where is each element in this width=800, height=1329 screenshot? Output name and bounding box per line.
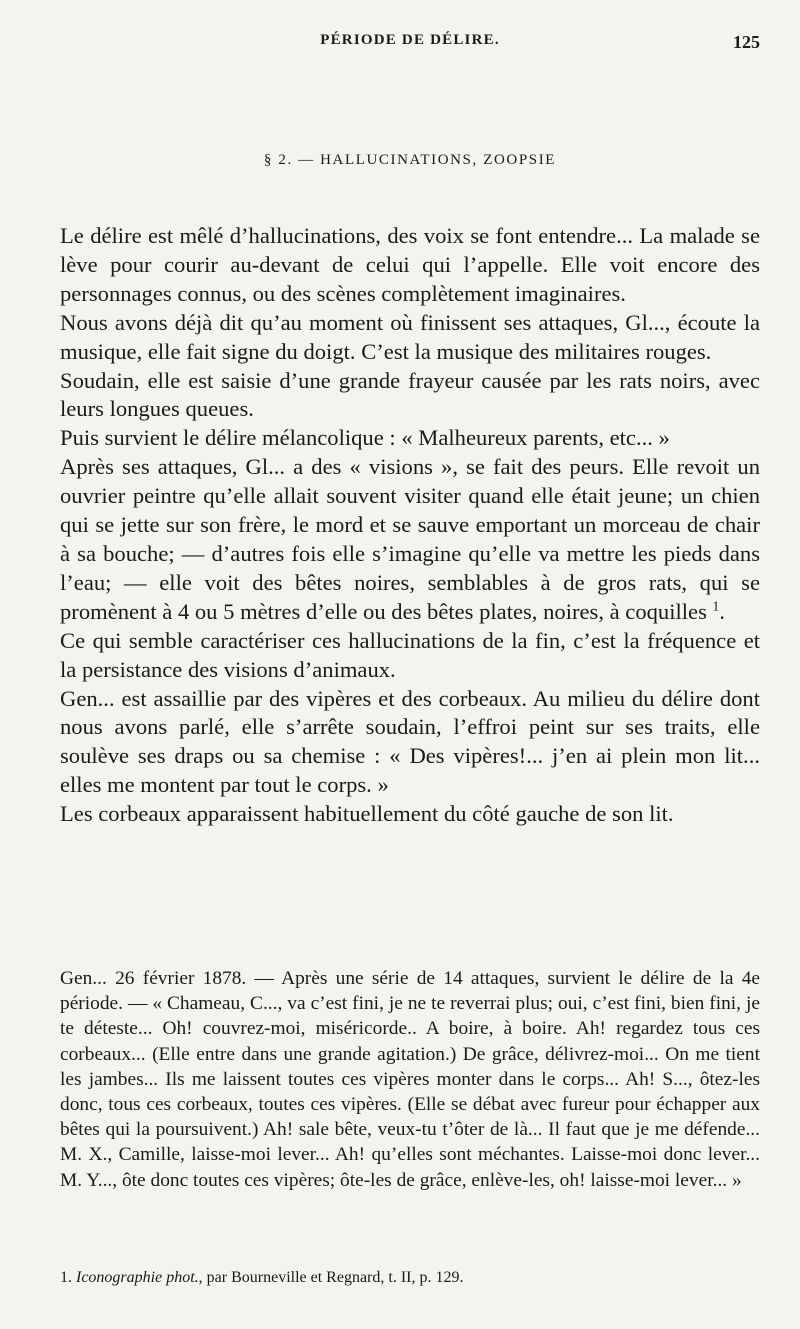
- footnote-work-title: Iconographie phot.: [76, 1269, 199, 1286]
- paragraph-end: .: [719, 598, 725, 624]
- footnote-reference: , par Bourneville et Regnard, t. II, p. 129.: [198, 1269, 464, 1286]
- footnote: [60, 1267, 760, 1289]
- quote-paragraph: Gen... 26 février 1878. — Après une série de 14 attaques, survient le délire de la 4e période. — « Chameau, C..., va c’est fini, je ne te reverrai plus; oui, c’est fini, bien fini, je te déteste... Oh! couvrez-moi, miséricorde.. A boire, à boire. Ah! regardez tous ces corbeaux... (Elle entre dans une grande agitation.) De grâce, délivrez-moi... On me tient les jambes... Ils me laissent toutes ces vipères monter dans le corps... Ah! S..., ôtez-les donc, tous ces corbeaux, toutes ces vipères. (Elle se débat avec fureur pour échapper aux bêtes qui la poursuivent.) Ah! sale bête, veux-tu t’ôter de là... Il faut que je me défende... M. X., Camille, laisse-moi lever... Ah! qu’elles sont méchantes. Laisse-moi donc lever... M. Y..., ôte donc toutes ces vipères; ôte-les de grâce, enlève-les, oh! laisse-moi lever... »: [60, 968, 760, 1191]
- paragraph: Le délire est mêlé d’hallucinations, des voix se font entendre... La malade se lève pour courir au-devant de celui qui l’appelle. Elle voit encore des personnages connus, ou des scènes complètement imaginaires.: [60, 223, 760, 306]
- running-title: PÉRIODE DE DÉLIRE.: [320, 32, 500, 48]
- paragraph: Puis survient le délire mélancolique : « Malheureux parents, etc... »: [60, 425, 670, 451]
- section-heading: § 2. — HALLUCINATIONS, ZOOPSIE: [263, 152, 557, 168]
- case-quote: [60, 966, 760, 1193]
- footnote-marker: 1: [712, 598, 720, 614]
- paragraph: Ce qui semble caractériser ces hallucinations de la fin, c’est la fréquence et la persistance des visions d’animaux.: [60, 627, 760, 682]
- body-text: [60, 222, 760, 829]
- paragraph: Nous avons déjà dit qu’au moment où finissent ses attaques, Gl..., écoute la musique, elle fait signe du doigt. C’est la musique des militaires rouges.: [60, 309, 760, 364]
- footnote-number: 1.: [60, 1269, 72, 1286]
- paragraph: Soudain, elle est saisie d’une grande frayeur causée par les rats noirs, avec leurs longues queues.: [60, 367, 760, 422]
- running-head: [60, 28, 760, 58]
- page-number: 125: [733, 32, 760, 52]
- paragraph: Gen... est assaillie par des vipères et des corbeaux. Au milieu du délire dont nous avons parlé, elle s’arrête soudain, l’effroi peint sur ses traits, elle soulève ses draps ou sa chemise : « Des vipères!... j’en ai plein mon lit... elles me montent par tout le corps. »: [60, 685, 760, 798]
- paragraph-text: Après ses attaques, Gl... a des « visions », se fait des peurs. Elle revoit un ouvrier peintre qu’elle allait souvent visiter quand elle était jeune; un chien qui se jette sur son frère, le mord et se sauve emportant un morceau de chair à sa bouche; — d’autres fois elle s’imagine qu’elle va mettre les pieds dans l’eau; — elle voit des bêtes noires, semblables à de gros rats, qui se promènent à 4 ou 5 mètres d’elle ou des bêtes plates, noires, à coquilles: [60, 454, 760, 624]
- paragraph-with-footnote: [60, 453, 760, 626]
- paragraph: Les corbeaux apparaissent habituellement du côté gauche de son lit.: [60, 801, 674, 827]
